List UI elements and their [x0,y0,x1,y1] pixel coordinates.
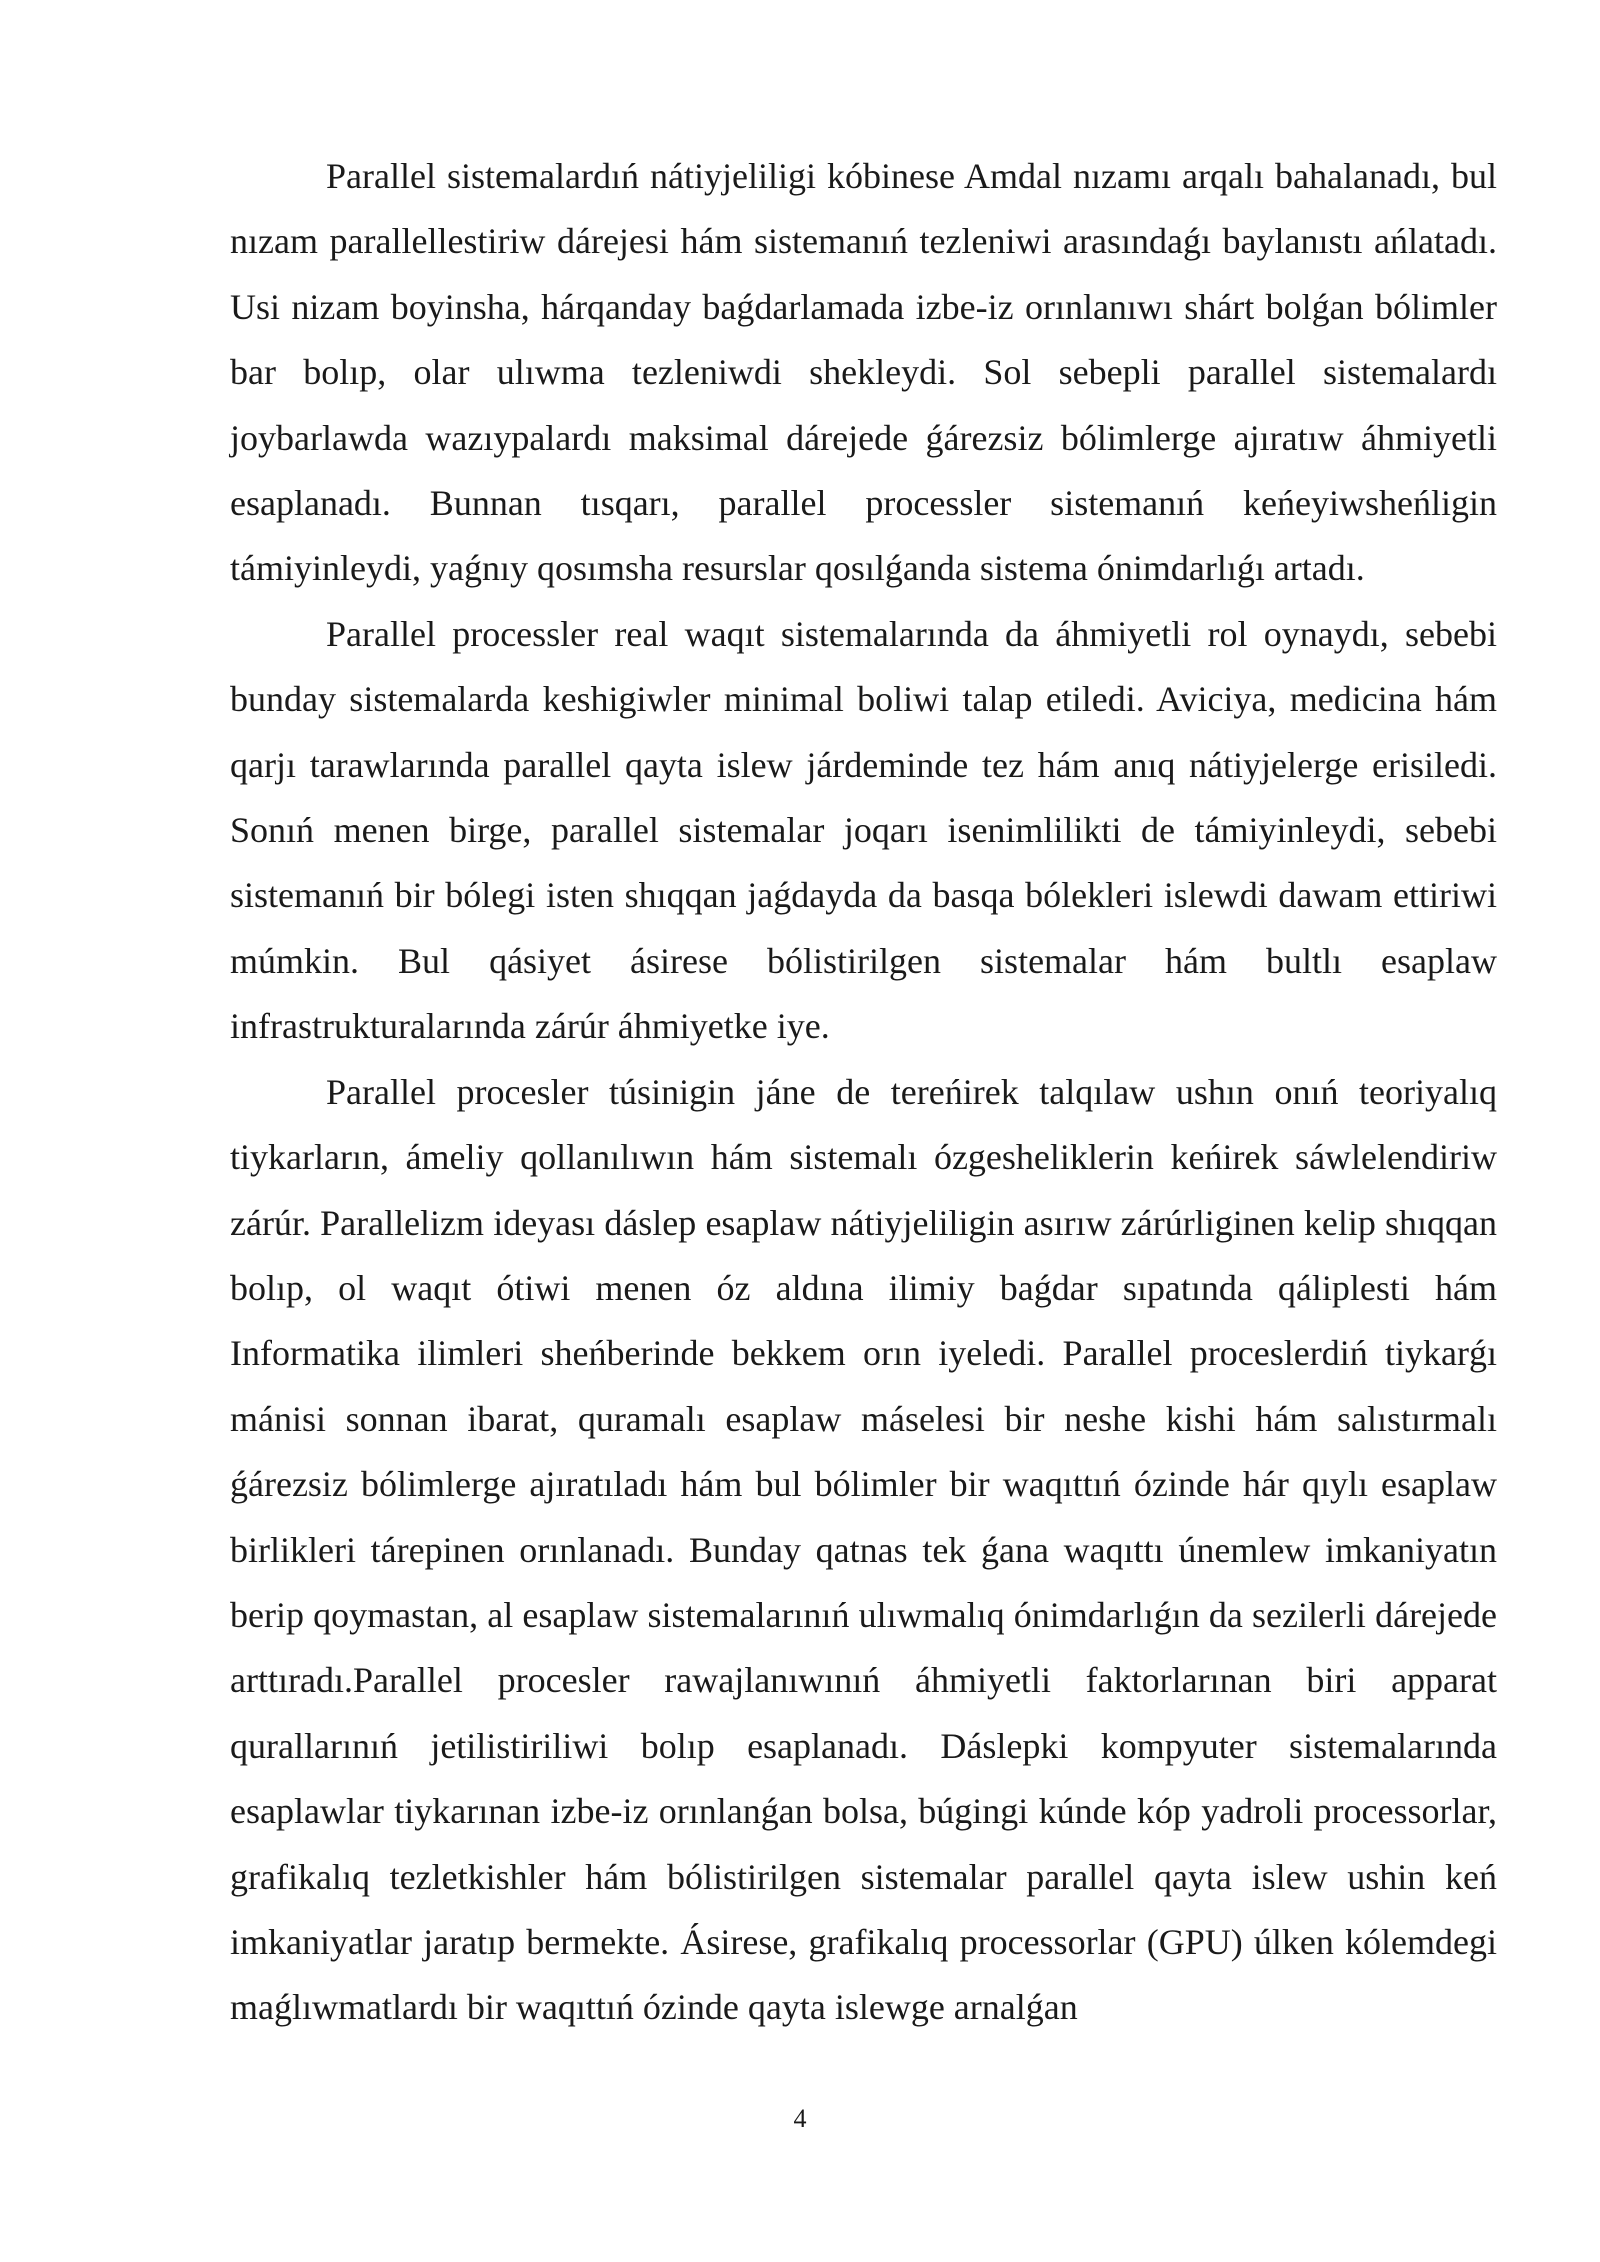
document-body [230,144,1497,2041]
page-number: 4 [793,2104,807,2133]
paragraph-2: Parallel processler real waqıt sistemalarında da áhmiyetli rol oynaydı, sebebi bunday sistemalarda keshigiwler minimal boliwi talap etiledi. Aviciya, medicina hám qarjı tarawlarında parallel qayta islew járdeminde tez hám anıq nátiyjelerge erisiledi. Sonıń menen birge, parallel sistemalar joqarı isenimlilikti de támiyinleydi, sebebi sistemanıń bir bólegi isten shıqqan jaǵdayda da basqa bólekleri islewdi dawam ettiriwi múmkin. Bul qásiyet ásirese bólistirilgen sistemalar hám bultlı esaplaw infrastrukturalarında zárúr áhmiyetke iye. [230,613,1497,1047]
paragraph-3: Parallel procesler túsinigin jáne de tereńirek talqılaw ushın onıń teoriyalıq tiykarların, ámeliy qollanılıwın hám sistemalı ózgesheliklerin keńirek sáwlelendiriw zárúr. Parallelizm ideyası dáslep esaplaw nátiyjeliligin asırıw zárúrliginen kelip shıqqan bolıp, ol waqıt ótiwi menen óz aldına ilimiy baǵdar sıpatında qáliplesti hám Informatika ilimleri sheńberinde bekkem orın iyeledi. Parallel proceslerdiń tiykarǵı mánisi sonnan ibarat, quramalı esaplaw máselesi bir neshe kishi hám salıstırmalı ǵárezsiz bólimlerge ajıratıladı hám bul bólimler bir waqıttıń ózinde hár qıylı esaplaw birlikleri tárepinen orınlanadı. Bunday qatnas tek ǵana waqıttı únemlew imkaniyatın berip qoymastan, al esaplaw sistemalarınıń ulıwmalıq ónimdarlıǵın da sezilerli dárejede arttıradı.Parallel procesler rawajlanıwınıń áhmiyetli faktorlarınan biri apparat qurallarınıń jetilistiriliwi bolıp esaplanadı. Dáslepki kompyuter sistemalarında esaplawlar tiykarınan izbe-iz orınlanǵan bolsa, búgingi kúnde kóp yadroli processorlar, grafikalıq tezletkishler hám bólistirilgen sistemalar parallel qayta islew ushin keń imkaniyatlar jaratıp bermekte. Ásirese, grafikalıq processorlar (GPU) úlken kólemdegi maǵlıwmatlardı bir waqıttıń ózinde qayta islewge arnalǵan [230,1071,1497,2028]
paragraph-1: Parallel sistemalardıń nátiyjeliligi kóbinese Amdal nızamı arqalı bahalanadı, bul nızam parallellestiriw dárejesi hám sistemanıń tezleniwi arasındaǵı baylanıstı ańlatadı. Usi nizam boyinsha, hárqanday baǵdarlamada izbe-iz orınlanıwı shárt bolǵan bólimler bar bolıp, olar ulıwma tezleniwdi shekleydi. Sol sebepli parallel sistemalardı joybarlawda wazıypalardı maksimal dárejede ǵárezsiz bólimlerge ajıratıw áhmiyetli esaplanadı. Bunnan tısqarı, parallel processler sistemanıń keńeyiwsheńligin támiyinleydi, yaǵnıy qosımsha resurslar qosılǵanda sistema ónimdarlıǵı artadı. [230,156,1497,589]
